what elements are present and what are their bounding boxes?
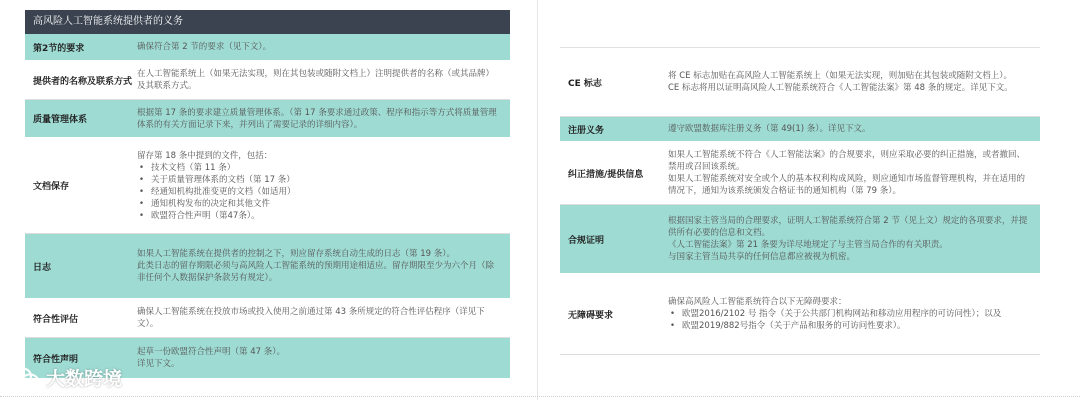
row-registration-obligation (560, 117, 1040, 142)
row-text: 起草一份欧盟符合性声明（第 47 条）。 (137, 347, 285, 357)
row-text: 如果人工智能系统对安全或个人的基本权利构成风险，则应通知市场监督管理机构，并在适用的情况下，通知为该系统颁发合格证书的通知机构（第 79 条）。 (668, 174, 1026, 196)
row-text: CE 标志将用以证明高风险人工智能系统符合《人工智能法案》第 48 条的规定。详见下文。 (668, 83, 1013, 93)
list-item: • 技术文档（第 11 条） (137, 162, 502, 174)
list-item: • 经通知机构批准变更的文档（如适用） (137, 186, 502, 198)
row-text: 如果人工智能系统在提供者的控制之下，则应留存系统自动生成的日志（第 19 条）。 (137, 249, 455, 259)
list-item: • 关于质量管理体系的文档（第 17 条） (137, 174, 502, 186)
row-text: 根据国家主管当局的合理要求，证明人工智能系统符合第 2 节（见上文）规定的各项要求，并提供所有必要的信息和文档。 (668, 216, 1028, 238)
row-text: 《人工智能法案》第 21 条要为详尽地规定了与主管当局合作的有关职责。 (668, 240, 948, 250)
row-content (137, 245, 510, 287)
row-text: 如果人工智能系统不符合《人工智能法案》的合规要求，则应采取必要的纠正措施，或者撤回、禁用或召回该系统。 (668, 150, 1026, 172)
row-conformity-assessment (25, 299, 510, 338)
watermark (10, 364, 122, 391)
row-content (668, 293, 1040, 335)
row-documentation-retention (25, 138, 510, 234)
row-compliance-proof (560, 205, 1040, 274)
wechat-logo-icon (10, 367, 40, 389)
row-label: 文档保存 (33, 182, 70, 192)
row-label: 注册义务 (568, 125, 605, 136)
row-text: 与国家主管当局共享的任何信息都应被视为机密。 (668, 252, 856, 262)
row-section2-requirements (25, 34, 510, 61)
row-label: 无障碍要求 (568, 310, 614, 321)
row-provider-name-contact (25, 61, 510, 100)
row-accessibility-requirements (560, 274, 1040, 355)
row-content (668, 67, 1040, 97)
row-label: 质量管理体系 (33, 115, 88, 125)
right-obligations-table (560, 47, 1040, 355)
row-text: 在人工智能系统上（如果无法实现，则在其包装或随附文档上）注明提供者的名称（或其品牌）及其联系方式。 (137, 69, 495, 91)
page-divider (537, 0, 538, 400)
row-content (137, 104, 510, 134)
row-content (137, 343, 510, 373)
list-item: • 通知机构发布的决定和其他文件 (137, 198, 502, 210)
list-item: • 欧盟符合性声明（第47条）。 (137, 210, 502, 222)
list-item: • 欧盟2019/882号指令（关于产品和服务的可访问性要求）。 (668, 320, 1032, 332)
row-text: 详见下文。 (137, 359, 180, 369)
row-label: 符合性评估 (33, 314, 79, 325)
row-content (668, 146, 1040, 200)
row-content (668, 212, 1040, 266)
row-content (137, 147, 510, 225)
row-label: 第2节的要求 (33, 43, 85, 54)
bullet-list (668, 308, 1032, 332)
row-label: 日志 (33, 262, 52, 273)
row-label: CE 标志 (568, 78, 602, 89)
row-quality-management (25, 100, 510, 138)
row-content (137, 65, 510, 95)
bottom-dotted-rule (0, 396, 1080, 397)
row-ce-marking (560, 48, 1040, 117)
row-content (137, 303, 510, 333)
row-label: 合规证明 (568, 235, 605, 246)
row-corrective-actions (560, 142, 1040, 205)
table-title: 高风险人工智能系统提供者的义务 (25, 10, 510, 34)
row-text: 确保高风险人工智能系统符合以下无障碍要求： (668, 297, 847, 307)
row-content (137, 38, 510, 56)
row-text: 留存第 18 条中提到的文件，包括： (137, 150, 273, 161)
row-text: 将 CE 标志加贴在高风险人工智能系统上（如果无法实现，则加贴在其包装或随附文档上）。 (668, 71, 1012, 81)
list-item: • 欧盟2016/2102 号 指令（关于公共部门机构网站和移动应用程序的可访问性）；以及 (668, 308, 1032, 320)
row-content (668, 120, 1040, 138)
row-text: 根据第 17 条的要求建立质量管理体系。（第 17 条要求通过政策、程序和指示等方式将质量管理体系的有关方面记录下来，并列出了需要记录的详细内容）。 (137, 107, 497, 130)
row-logs (25, 234, 510, 299)
row-label: 纠正措施/提供信息 (568, 169, 644, 180)
row-label: 提供者的名称及联系方式 (33, 76, 133, 87)
row-text: 确保符合第 2 节的要求（见下文）。 (137, 42, 272, 52)
row-label: 符合性声明 (33, 354, 79, 365)
bullet-list (137, 162, 502, 222)
row-text: 此类日志的留存期限必须与高风险人工智能系统的预期用途相适应。留存期限至少为六个月（除非任何个人数据保护条款另有规定）。 (137, 261, 495, 283)
row-text: 确保人工智能系统在投放市场或投入使用之前通过第 43 条所规定的符合性评估程序（详见下文）。 (137, 307, 485, 329)
row-text: 遵守欧盟数据库注册义务（第 49(1) 条）。详见下文。 (668, 124, 871, 134)
left-obligations-table (25, 10, 510, 379)
watermark-text: 大数跨境 (46, 368, 123, 390)
